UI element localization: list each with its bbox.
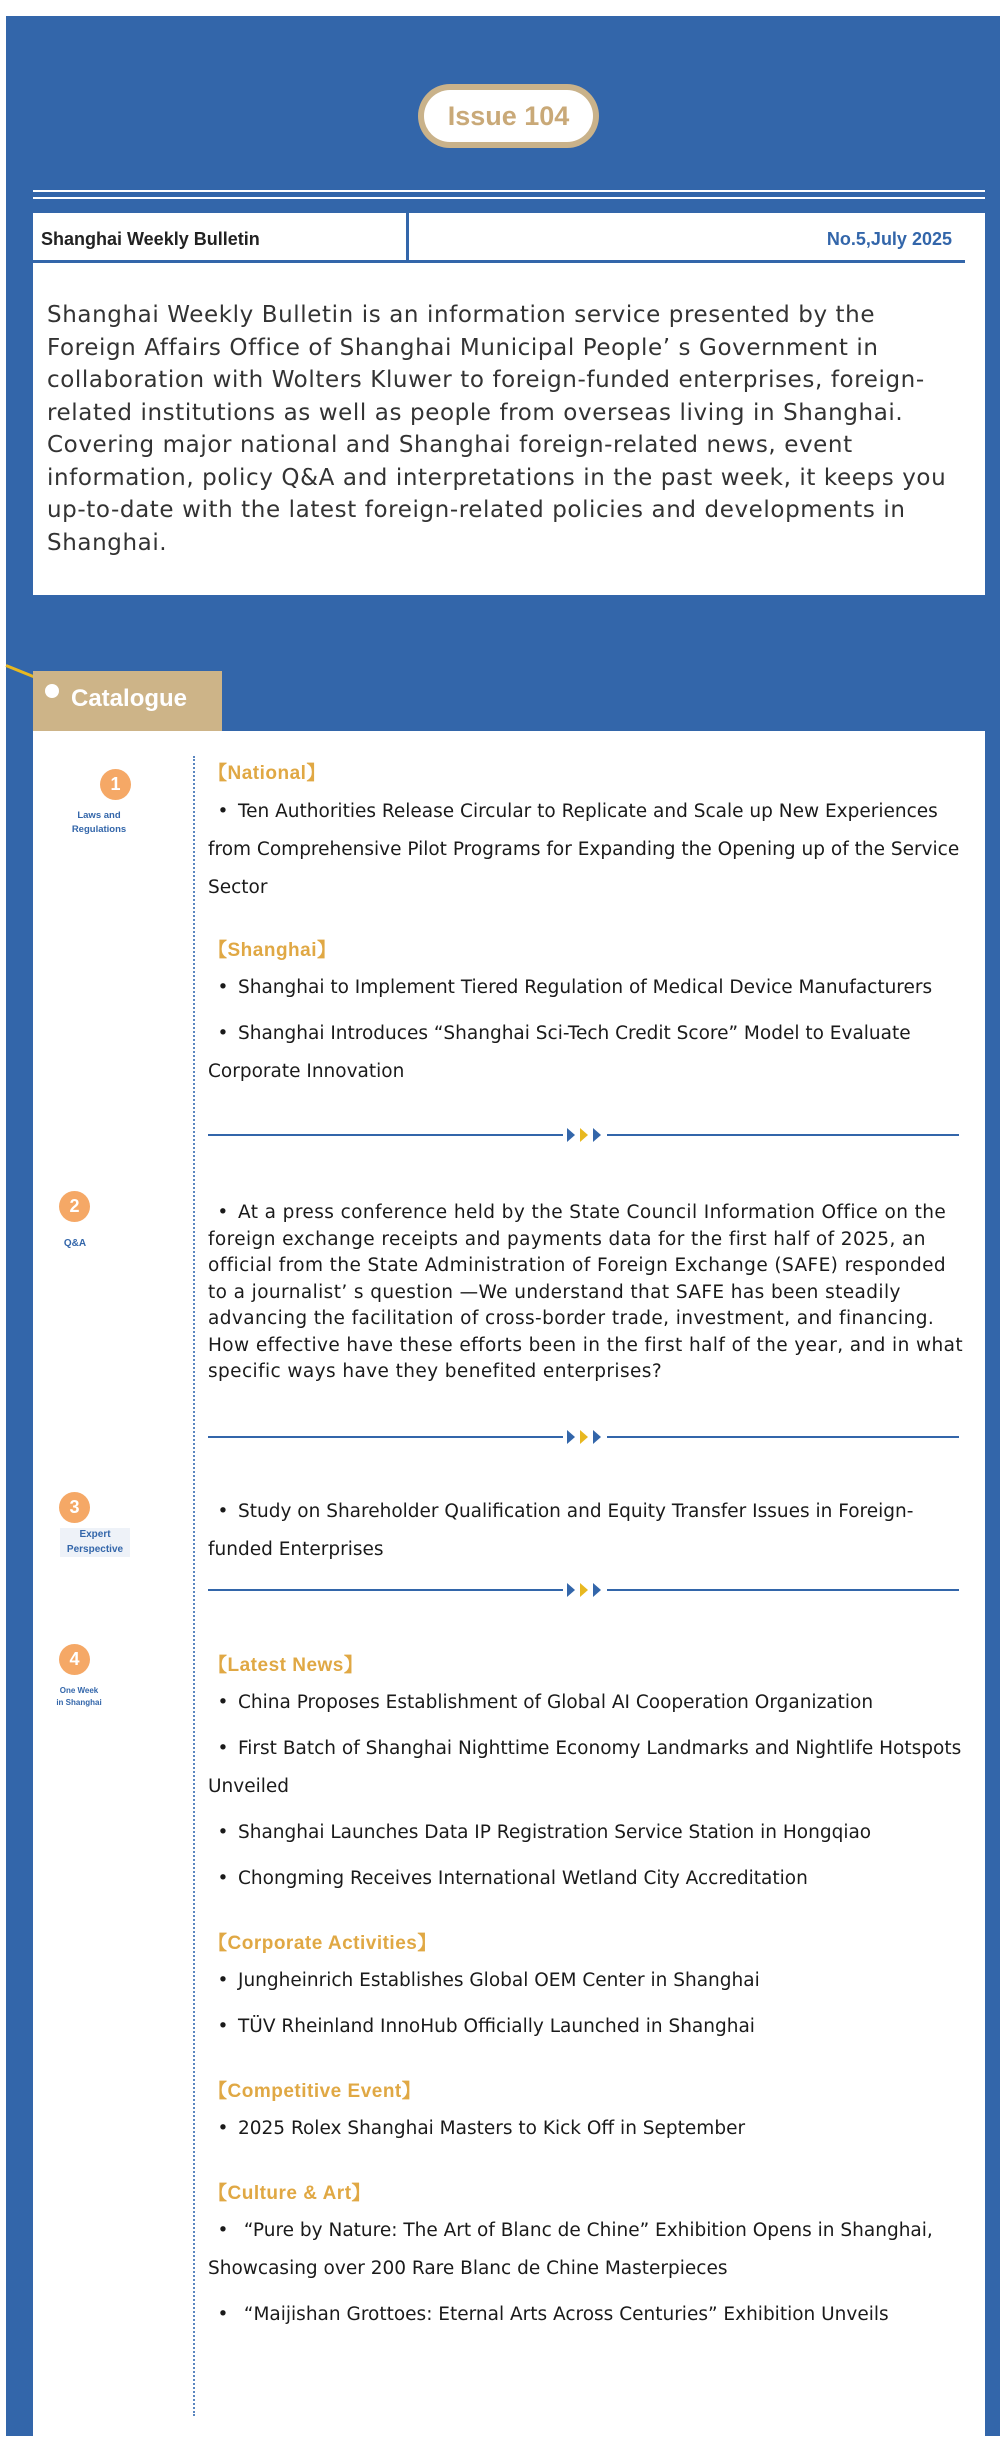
catalogue-item-link[interactable]: • Study on Shareholder Qualification and Equity Transfer Issues in Foreign-funded Enterprises [208, 1493, 968, 1569]
header-rule [33, 197, 985, 199]
section-label-line: Expert [79, 1529, 111, 1540]
catalogue-title: Catalogue [71, 685, 188, 712]
bullet-icon: • [217, 2016, 229, 2037]
bullet-icon: • [217, 1023, 229, 1044]
section-label-laws-regulations [51, 809, 147, 837]
bullet-icon: • [217, 2118, 229, 2139]
catalogue-item-link[interactable]: • China Proposes Establishment of Global AI Cooperation Organization [208, 1684, 968, 1722]
header-rule [33, 190, 985, 192]
catalogue-item-link[interactable]: • Ten Authorities Release Circular to Replicate and Scale up New Experiences from Comprehensive Pilot Programs for Expanding the Opening up of the Service Sector [208, 793, 968, 907]
section-label-expert-perspective [60, 1528, 130, 1557]
bulletin-issue-date: No.5,July 2025 [826, 229, 952, 249]
catalogue-item-link[interactable]: • “Pure by Nature: The Art of Blanc de Chine” Exhibition Opens in Shanghai, Showcasing over 200 Rare Blanc de Chine Masterpieces [208, 2212, 968, 2288]
section-label-one-week-in-shanghai [51, 1685, 107, 1709]
group-heading-corporate-activities: 【Corporate Activities】 [208, 1933, 437, 1954]
section-label-line: Laws and [77, 810, 121, 821]
section-label-line: in Shanghai [56, 1698, 102, 1707]
group-heading-latest-news: 【Latest News】 [208, 1655, 364, 1676]
intro-panel [33, 213, 985, 595]
catalogue-item-link[interactable]: • TÜV Rheinland InnoHub Officially Launched in Shanghai [208, 2008, 968, 2046]
timeline-line [193, 756, 195, 2416]
page-frame [6, 16, 1000, 2436]
section-number-badge: 1 [100, 769, 131, 800]
section-label-line: Regulations [71, 823, 127, 835]
bullet-icon: • [217, 1868, 229, 1889]
separator-arrows-icon [563, 1126, 607, 1144]
bullet-icon: • [217, 1501, 229, 1522]
section-label-line: Q&A [63, 1238, 87, 1249]
bulletin-header-row [33, 213, 985, 263]
group-heading-competitive-event: 【Competitive Event】 [208, 2081, 422, 2102]
bullet-icon: • [217, 2304, 229, 2325]
issue-badge-label: Issue 104 [424, 90, 593, 142]
catalogue-dot-icon [45, 684, 59, 698]
issue-badge [418, 84, 599, 148]
catalogue-item-link[interactable]: • At a press conference held by the State Council Information Office on the foreign exchange receipts and payments data for the first half of 2025, an official from the State Administration of Foreign Exchange (SAFE) responded to a journalist’ s question —We understand that SAFE has been steadily advancing the facilitation of cross-border trade, investment, and financing. How effective have these efforts been in the first half of the year, and in what specific ways have they benefited enterprises? [208, 1202, 964, 1382]
catalogue-item-link[interactable]: • Jungheinrich Establishes Global OEM Center in Shanghai [208, 1962, 968, 2000]
section-label-line: Perspective [66, 1543, 124, 1555]
section-1-content [208, 758, 968, 1091]
separator-arrows-icon [563, 1428, 607, 1446]
catalogue-item-link[interactable]: • 2025 Rolex Shanghai Masters to Kick Off in September [208, 2110, 968, 2148]
separator-arrows-icon [563, 1581, 607, 1599]
bullet-icon: • [217, 1202, 229, 1223]
intro-paragraph: Shanghai Weekly Bulletin is an information service presented by the Foreign Affairs Office of Shanghai Municipal People’ s Government in collaboration with Wolters Kluwer to foreign-funded enterprises, foreign-related institutions as well as people from overseas living in Shanghai. Covering major national and Shanghai foreign-related news, event information, policy Q&A and interpretations in the past week, it keeps you up-to-date with the latest foreign-related policies and developments in Shanghai. [47, 302, 947, 556]
section-4-content [208, 1650, 968, 2334]
catalogue-item-link[interactable]: • Shanghai Introduces “Shanghai Sci-Tech Credit Score” Model to Evaluate Corporate Innovation [208, 1015, 968, 1091]
catalogue-item-link[interactable]: • “Maijishan Grottoes: Eternal Arts Across Centuries” Exhibition Unveils [208, 2296, 968, 2334]
section-number-badge: 4 [59, 1644, 90, 1675]
group-heading-shanghai: 【Shanghai】 [208, 940, 337, 961]
catalogue-panel [33, 731, 985, 2436]
catalogue-item-link[interactable]: • Shanghai to Implement Tiered Regulation of Medical Device Manufacturers [208, 969, 968, 1007]
bullet-icon: • [217, 1692, 229, 1713]
header-underline [33, 260, 965, 263]
catalogue-item-link[interactable]: • Shanghai Launches Data IP Registration Service Station in Hongqiao [208, 1814, 968, 1852]
section-label-line: One Week [59, 1686, 99, 1695]
header-divider [406, 213, 409, 263]
bullet-icon: • [217, 2220, 229, 2241]
bullet-icon: • [217, 1970, 229, 1991]
catalogue-tab [33, 671, 222, 731]
section-3-content [208, 1493, 968, 1569]
catalogue-item-link[interactable]: • Chongming Receives International Wetland City Accreditation [208, 1860, 968, 1898]
catalogue-item-link[interactable]: • First Batch of Shanghai Nighttime Economy Landmarks and Nightlife Hotspots Unveiled [208, 1730, 968, 1806]
section-number-badge: 2 [59, 1191, 90, 1222]
section-label-qa [45, 1237, 105, 1252]
group-heading-national: 【National】 [208, 763, 326, 784]
bullet-icon: • [217, 1822, 229, 1843]
bulletin-title: Shanghai Weekly Bulletin [41, 229, 260, 249]
group-heading-culture-art: 【Culture & Art】 [208, 2183, 372, 2204]
bullet-icon: • [217, 977, 229, 998]
bullet-icon: • [217, 801, 229, 822]
section-number-badge: 3 [59, 1492, 90, 1523]
bullet-icon: • [217, 1738, 229, 1759]
section-2-content [208, 1200, 968, 1386]
